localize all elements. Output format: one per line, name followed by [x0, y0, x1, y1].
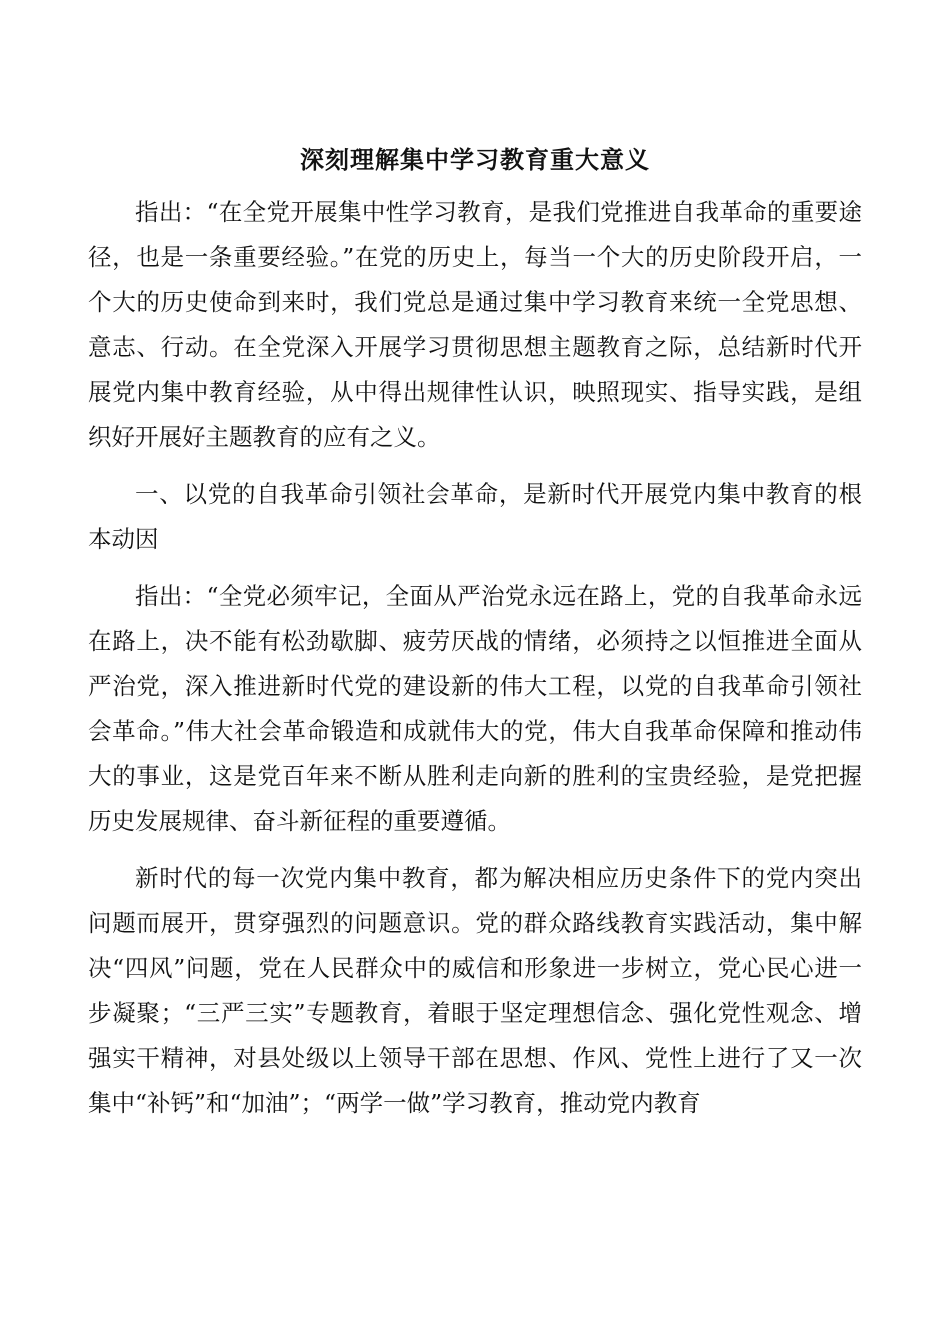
document-body	[88, 190, 862, 1126]
paragraph-intro: 指出：“在全党开展集中性学习教育，是我们党推进自我革命的重要途径，也是一条重要经验。”在党的历史上，每当一个大的历史阶段开启，一个大的历史使命到来时，我们党总是通过集中学习教育来统一全党思想、意志、行动。在全党深入开展学习贯彻思想主题教育之际，总结新时代开展党内集中教育经验，从中得出规律性认识，映照现实、指导实践，是组织好开展好主题教育的应有之义。	[88, 198, 862, 451]
document-title: 深刻理解集中学习教育重大意义	[300, 145, 650, 174]
paragraph-quote: 指出：“全党必须牢记，全面从严治党永远在路上，党的自我革命永远在路上，决不能有松劲歇脚、疲劳厌战的情绪，必须持之以恒推进全面从严治党，深入推进新时代党的建设新的伟大工程，以党的自我革命引领社会革命。”伟大社会革命锻造和成就伟大的党，伟大自我革命保障和推动伟大的事业，这是党百年来不断从胜利走向新的胜利的宝贵经验，是党把握历史发展规律、奋斗新征程的重要遵循。	[88, 582, 862, 835]
paragraph-new-era: 新时代的每一次党内集中教育，都为解决相应历史条件下的党内突出问题而展开，贯穿强烈的问题意识。党的群众路线教育实践活动，集中解决“四风”问题，党在人民群众中的威信和形象进一步树立，党心民心进一步凝聚；“三严三实”专题教育，着眼于坚定理想信念、强化党性观念、增强实干精神，对县处级以上领导干部在思想、作风、党性上进行了又一次集中“补钙”和“加油”；“两学一做”学习教育，推动党内教育	[88, 864, 862, 1117]
section-heading-1: 一、以党的自我革命引领社会革命，是新时代开展党内集中教育的根本动因	[88, 480, 862, 553]
